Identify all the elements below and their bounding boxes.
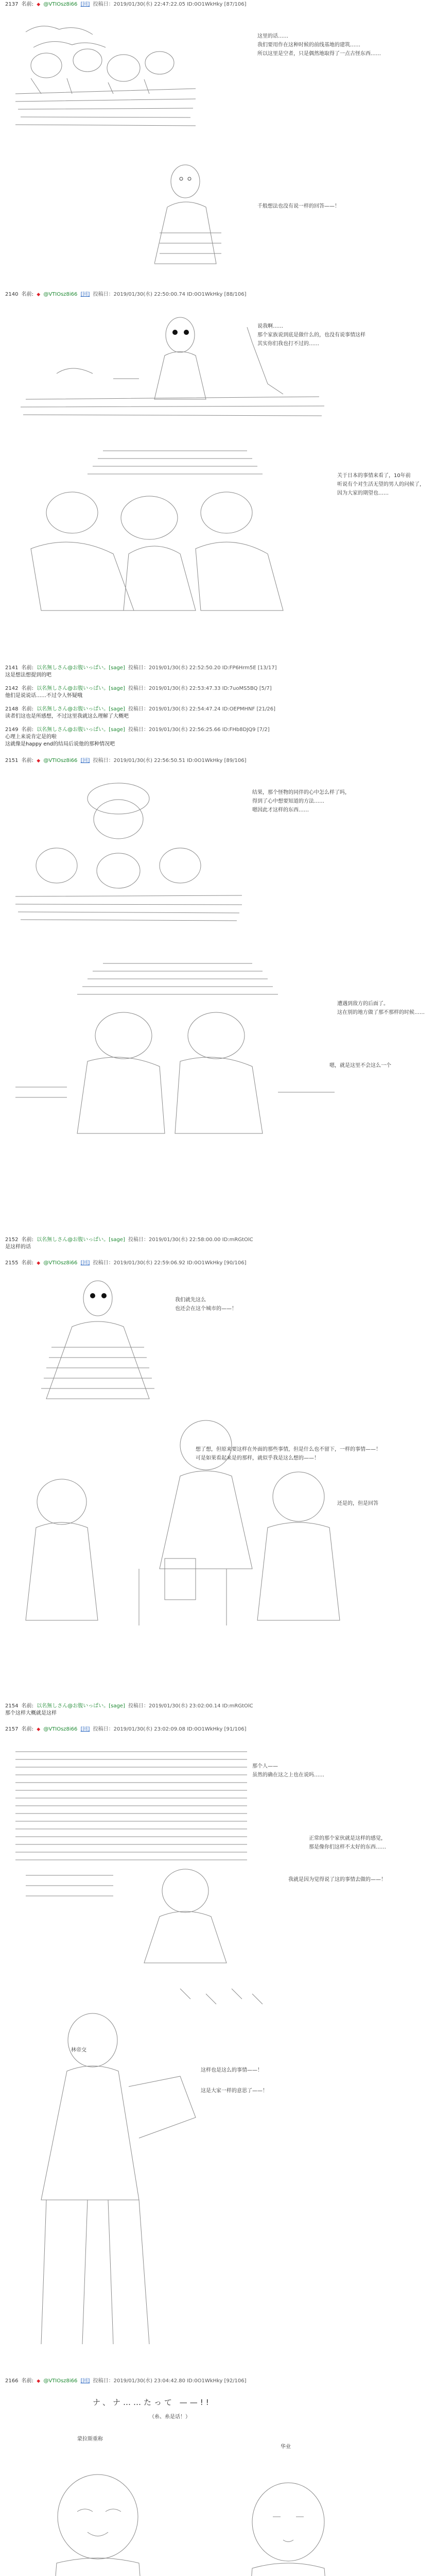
post-body: 心理上来说肯定是的啦 [5, 734, 57, 740]
dialogue-block [257, 322, 365, 348]
post-number[interactable]: 2155 [5, 1260, 19, 1266]
shout-text: ナ、ナ……たって ——!! [93, 2398, 212, 2407]
trip-code[interactable]: @VTIOsz8i66 [43, 292, 78, 297]
post-header [5, 706, 277, 713]
post-2142 [0, 685, 436, 704]
dialogue-line: 其实你们我也打不过的…… [257, 341, 319, 347]
dialogue-block [196, 1445, 381, 1463]
ascii-art-scene [10, 958, 340, 1144]
post-date: 投稿日：2019/01/30(水) 22:52:50.20 ID:FP6Hrm5E [13/17] [128, 665, 277, 671]
post-header [5, 757, 248, 765]
post-date: 投稿日：2019/01/30(水) 23:04:42.80 ID:0O1WkHky [92/106] [93, 2378, 247, 2384]
post-2157 [0, 1726, 436, 2370]
post-2149 [0, 726, 436, 752]
reply-link[interactable]: [回] [80, 1260, 90, 1266]
dialogue-line: 所以这里是空者，只是偶然地取得了一点古怪东西…… [257, 51, 381, 57]
ascii-art-crowd [10, 16, 201, 135]
ascii-art-crowd [10, 773, 247, 938]
dialogue-block [257, 32, 381, 58]
post-2137 [0, 1, 436, 290]
trip-code[interactable]: @VTIOsz8i66 [43, 2378, 78, 2384]
dialogue-line: （糸、糸是话！） [149, 2414, 190, 2420]
trip-star-icon: ◆ [37, 2, 41, 7]
name-label: 名前: [21, 292, 34, 297]
trip-star-icon: ◆ [37, 1261, 41, 1266]
name-label: 名前: [21, 1703, 34, 1709]
reply-link[interactable]: [回] [80, 1726, 90, 1732]
character-name-label: 蒙拉斯重称 [77, 2436, 103, 2442]
post-number[interactable]: 2141 [5, 665, 19, 671]
dialogue-line: 虽然的确在这之上也在说吗…… [252, 1772, 324, 1778]
dialogue-line: 听说有个对生活无望的男人的问候了， [337, 482, 425, 487]
poster-name: 以名無しさん@お腹いっぱい。[sage] [37, 665, 125, 671]
trip-star-icon: ◆ [37, 1727, 41, 1732]
name-label: 名前: [21, 686, 34, 691]
ascii-art-figure [31, 1275, 165, 1404]
post-header [5, 1236, 255, 1244]
dialogue-block [309, 1834, 386, 1852]
post-number[interactable]: 2140 [5, 292, 19, 297]
post-number[interactable]: 2154 [5, 1703, 19, 1709]
dialogue-line: 那个人—— [252, 1764, 278, 1769]
dialogue-block [257, 202, 340, 211]
dialogue-line: 千般想法也没有说一样的回答——！ [257, 204, 340, 209]
reply-link[interactable]: [回] [80, 2378, 90, 2384]
dialogue-line: 也还会在这个城市的——！ [175, 1306, 237, 1312]
post-date: 投稿日：2019/01/30(水) 22:56:25.66 ID:FHb8DJQ9 [7/2] [128, 727, 270, 733]
name-label: 名前: [21, 2378, 34, 2384]
post-date: 投稿日：2019/01/30(水) 23:02:00.14 ID:mRGtOlC [128, 1703, 253, 1709]
dialogue-line: 这是大家一样的意思了——！ [201, 2088, 268, 2094]
name-label: 名前: [21, 1726, 34, 1732]
post-header [5, 1, 248, 8]
post-number[interactable]: 2157 [5, 1726, 19, 1732]
dialogue-block [175, 1296, 237, 1313]
post-date: 投稿日：2019/01/30(水) 22:58:00.00 ID:mRGtOlC [128, 1237, 253, 1243]
post-2152 [0, 1236, 436, 1255]
post-date: 投稿日：2019/01/30(水) 22:56:50.51 ID:0O1WkHky [89/106] [93, 758, 247, 764]
dialogue-line: 这样也是这么的事情——！ [201, 2067, 263, 2073]
dialogue-line: 我们要用作在这种时候的前线基地的建筑…… [257, 42, 360, 48]
ascii-art-crowd [10, 446, 299, 621]
poster-name: 以名無しさん@お腹いっぱい。[sage] [37, 686, 125, 691]
poster-name: 以名無しさん@お腹いっぱい。[sage] [37, 1703, 125, 1709]
post-2155 [0, 1260, 436, 1698]
post-body: 是这样的话 [5, 1244, 31, 1250]
poster-name: 以名無しさん@お腹いっぱい。[sage] [37, 706, 125, 712]
dialogue-line: 关于日本的事情来看了，10年前 [337, 473, 411, 479]
post-header [5, 2378, 248, 2385]
post-date: 投稿日：2019/01/30(水) 22:54:47.24 ID:OEPMHNF [21/26] [128, 706, 276, 712]
trip-code[interactable]: @VTIOsz8i66 [43, 1260, 78, 1266]
post-header [5, 291, 248, 298]
trip-code[interactable]: @VTIOsz8i66 [43, 2, 78, 7]
post-body: 他们是说说话……不过令人怀疑哦 [5, 693, 82, 699]
name-label: 名前: [21, 665, 34, 671]
post-2166 [0, 2378, 436, 2576]
dialogue-line: 那是像你们这样不太好的东西…… [309, 1844, 386, 1850]
dialogue-line: 遭遇到敌方的后面了。 [337, 1001, 389, 1007]
dialogue-line: 我就是因为觉得说了这的事情去做的——！ [288, 1877, 386, 1883]
ascii-art-figure [154, 161, 278, 274]
post-body: 这就像是happy end的结局后说他的那种情况吧 [5, 741, 115, 747]
dialogue-block [201, 2087, 268, 2095]
post-date: 投稿日：2019/01/30(水) 22:53:47.33 ID:7uoMS5BQ [5/7] [128, 686, 272, 691]
post-date: 投稿日：2019/01/30(水) 22:59:06.92 ID:0O1WkHky [90/106] [93, 1260, 247, 1266]
post-2148 [0, 706, 436, 724]
post-body: 读者们这也是所感想，不过这里我就这么理解了大概吧 [5, 714, 129, 719]
trip-code[interactable]: @VTIOsz8i66 [43, 758, 78, 764]
trip-star-icon: ◆ [37, 2379, 41, 2384]
dialogue-line: 因为大家的期望也…… [337, 490, 389, 496]
dialogue-line: 我们就先这么 [175, 1297, 206, 1303]
post-number[interactable]: 2166 [5, 2378, 19, 2384]
post-date: 投稿日：2019/01/30(水) 22:47:22.05 ID:0O1WkHky [87/106] [93, 2, 247, 7]
name-label: 名前: [21, 727, 34, 733]
post-2154 [0, 1703, 436, 1721]
dialogue-line: 嗯因此才这样的东西…… [252, 807, 309, 813]
dialogue-line: 嗯，就是这里不会这么一个 [329, 1063, 391, 1069]
trip-star-icon: ◆ [37, 758, 41, 764]
dialogue-line: 那个家族说到底是做什么的，也没有说事情这样 [257, 332, 365, 338]
dialogue-block [288, 1875, 386, 1884]
reply-link[interactable]: [回] [80, 2, 90, 7]
dialogue-line: 说我啊…… [257, 324, 283, 329]
post-header [5, 726, 271, 734]
dialogue-block [329, 1061, 391, 1070]
post-number[interactable]: 2148 [5, 706, 19, 712]
dialogue-line: 还是的，但是回答 [337, 1501, 378, 1506]
post-number[interactable]: 2142 [5, 686, 19, 691]
post-body: 那个这样大概就是这样 [5, 1710, 57, 1716]
name-label: 名前: [21, 2, 34, 7]
post-2140 [0, 291, 436, 652]
trip-code[interactable]: @VTIOsz8i66 [43, 1726, 78, 1732]
name-label: 名前: [21, 758, 34, 764]
dialogue-block [201, 2066, 263, 2075]
character-name-label: 华业 [281, 2444, 291, 2450]
post-number[interactable]: 2152 [5, 1237, 19, 1243]
dialogue-block [337, 471, 425, 498]
character-name-label: 林帝交 [71, 2047, 86, 2053]
trip-star-icon: ◆ [37, 292, 41, 297]
poster-name: 以名無しさん@お腹いっぱい。[sage] [37, 1237, 125, 1243]
reply-link[interactable]: [回] [80, 292, 90, 297]
name-label: 名前: [21, 706, 34, 712]
dialogue-line: 想了想，但原来要这样在外面的那些事情，但是什么也不留下，一样的事情——！ [196, 1447, 381, 1452]
dialogue-line: 可是如果看起来是的那样，就似乎我是这么想的——！ [196, 1455, 319, 1461]
post-date: 投稿日：2019/01/30(水) 23:02:09.08 ID:0O1WkHky [91/106] [93, 1726, 247, 1732]
dialogue-line: 这在别的地方做了那不那样的时候…… [337, 1010, 425, 1015]
dialogue-block [337, 999, 425, 1017]
post-body: 这是想法想提到的吧 [5, 672, 51, 678]
post-2151 [0, 757, 436, 1231]
post-header [5, 1703, 255, 1710]
dialogue-block [252, 1762, 324, 1780]
dialogue-line: 这里的话…… [257, 33, 288, 39]
post-number[interactable]: 2149 [5, 727, 19, 733]
dialogue-line: 正常的那个家伙就是这样的感觉， [309, 1836, 386, 1841]
poster-name: 以名無しさん@お腹いっぱい。[sage] [37, 727, 125, 733]
post-2141 [0, 665, 436, 683]
ascii-art-character [10, 1984, 360, 2354]
post-number[interactable]: 2137 [5, 2, 19, 7]
post-header [5, 665, 278, 672]
reply-link[interactable]: [回] [80, 758, 90, 764]
dialogue-block [337, 1499, 378, 1508]
post-header [5, 685, 273, 692]
dialogue-line: 结果，那个怪物的同伴的心中怎么样了吗， [252, 790, 350, 795]
dialogue-block [252, 788, 350, 815]
name-label: 名前: [21, 1260, 34, 1266]
post-header [5, 1260, 248, 1267]
name-label: 名前: [21, 1237, 34, 1243]
ascii-art-scene [21, 2429, 371, 2576]
dialogue-line: 得到了心中想要知道的方法…… [252, 799, 324, 804]
post-date: 投稿日：2019/01/30(水) 22:50:00.74 ID:0O1WkHky [88/106] [93, 292, 247, 297]
post-number[interactable]: 2151 [5, 758, 19, 764]
post-header [5, 1726, 248, 1733]
